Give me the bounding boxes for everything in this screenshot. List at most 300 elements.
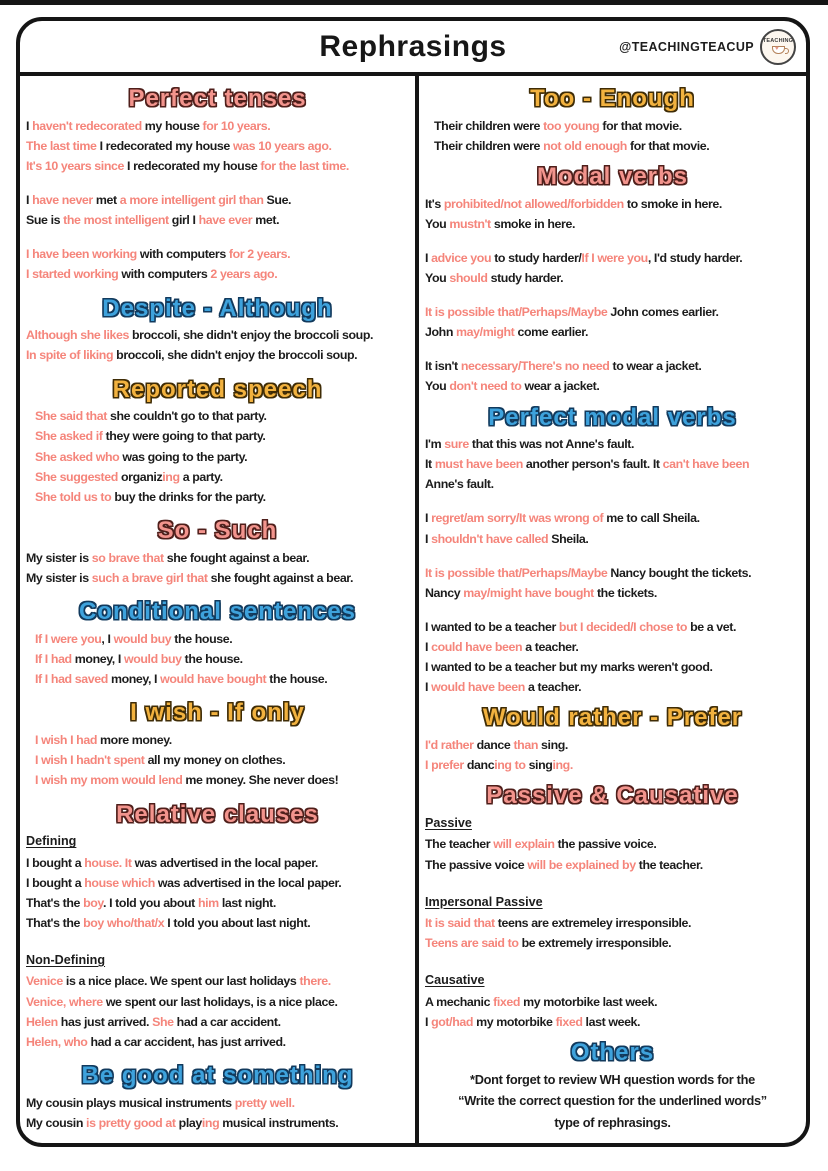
plain-text: I [425,680,432,695]
highlighted-text: Although she likes [26,328,132,343]
sentence [26,190,409,210]
sentence [26,629,409,649]
plain-text: I redecorated my house [99,138,233,153]
highlighted-text: him [197,895,222,910]
sentence [26,893,409,913]
highlighted-text: Venice, where [26,994,106,1009]
highlighted-text: advice you [431,250,495,265]
sentence [26,873,409,893]
section-passive-causative [425,778,800,1031]
plain-text: we spent our last holidays, is a nice place. [105,994,338,1009]
sentence [26,568,409,588]
highlighted-text: house. It [84,855,135,870]
section-title: Others [570,1039,655,1066]
section-title: Passive & Causative [486,782,739,810]
plain-text: buy the drinks for the party. [114,489,266,504]
sentence [425,529,800,549]
plain-text: the tickets. [596,585,657,600]
highlighted-text: She said that [35,409,110,424]
plain-text: My cousin [26,1115,87,1130]
plain-text: It [425,457,435,472]
plain-text: a party. [182,469,223,484]
sentence [425,617,800,637]
highlighted-text: Helen [26,1014,61,1029]
worksheet-header [20,21,806,76]
section-perfect-tenses [26,81,409,284]
sentence [26,264,409,284]
highlighted-text: It is said that [425,916,498,930]
highlighted-text: was 10 years ago. [232,138,332,153]
page-title: Rephrasings [319,29,507,63]
highlighted-text: the most intelligent [63,212,172,227]
highlighted-text: ing [162,469,183,484]
sentence [425,194,800,214]
section-i-wish-if-only [26,695,409,790]
plain-text: money, I [110,672,161,687]
subheading-impersonal-passive: Impersonal Passive [425,894,543,909]
plain-text: You [425,216,450,231]
plain-text: they were going to that party. [105,429,266,444]
plain-text: another person's fault. It [525,457,663,472]
plain-text: I [425,1014,432,1029]
section-despite-although [26,291,409,366]
highlighted-text: have never [32,192,96,207]
highlighted-text: is pretty good at [86,1115,179,1130]
highlighted-text: She asked who [35,449,123,464]
plain-text: Sue is [26,212,64,227]
section-so-such [26,513,409,588]
plain-text: sing [528,758,553,773]
sentence [26,750,409,770]
sentence [425,677,800,697]
plain-text: the house. [269,672,328,687]
highlighted-text: may/might [456,325,518,340]
plain-text: for that movie. [602,118,682,133]
plain-text: for that movie. [629,138,710,153]
sentence [425,933,800,953]
sentence [425,735,800,755]
highlighted-text: ing. [552,758,573,773]
sentence [425,454,800,474]
highlighted-text: fixed [493,994,524,1009]
highlighted-text: house which [84,875,158,890]
section-title: Relative clauses [116,800,319,828]
highlighted-text: necessary/There's no need [460,359,613,374]
highlighted-text: I wish my mom would lend [35,773,186,788]
plain-text: my motorbike [476,1014,556,1029]
highlighted-text: If I were you [35,631,102,646]
highlighted-text: than [513,738,542,752]
sentence [26,1012,409,1032]
spacer [425,234,800,248]
plain-text: musical instruments. [222,1115,339,1130]
plain-text: I [26,192,33,207]
highlighted-text: She suggested [35,469,121,484]
sentence [26,669,409,689]
sentence [425,855,800,875]
highlighted-text: but I decided/I chose to [558,619,691,634]
plain-text: Their children were [434,118,544,133]
plain-text: me to call Sheila. [606,511,700,526]
highlighted-text: should [449,270,491,285]
sentence [26,156,409,176]
sentence [26,548,409,568]
plain-text: was advertised in the local paper. [134,855,318,870]
plain-text: she fought against a bear. [210,570,354,585]
highlighted-text: Venice [26,974,66,989]
plain-text: be a vet. [690,619,737,634]
plain-text: Nancy [425,585,464,600]
plain-text: I bought a [26,875,85,890]
plain-text: I [26,118,33,133]
plain-text: more money. [100,733,172,748]
sentence [26,447,409,467]
plain-text: I'm [425,437,445,452]
plain-text: is a nice place. We spent our last holidays [65,974,300,989]
spacer [26,230,409,244]
section-title: Would rather - Prefer [482,704,743,732]
highlighted-text: prohibited/not allowed/forbidden [443,196,627,211]
section-others [425,1035,800,1133]
highlighted-text: pretty well. [234,1095,295,1110]
highlighted-text: for 10 years. [202,118,271,133]
sentence [26,1032,409,1052]
plain-text: I [425,531,432,546]
sentence [425,508,800,528]
spacer [425,549,800,563]
highlighted-text: She told us to [35,489,115,504]
plain-text: dance [476,738,514,752]
plain-text: last week. [585,1014,641,1029]
highlighted-text: ing [201,1115,223,1130]
section-would-rather-prefer [425,700,800,775]
section-reported-speech [26,372,409,507]
sentence [425,136,800,156]
highlighted-text: I started working [26,267,122,282]
highlighted-text: I'd rather [425,738,477,752]
plain-text: girl I [171,212,199,227]
highlighted-text: could have been [431,639,526,654]
plain-text: smoke in here. [493,216,575,231]
sentence [26,971,409,991]
highlighted-text: will be explained by [527,857,639,872]
section-title: Reported speech [112,375,323,403]
plain-text: That's the [26,915,84,930]
plain-text: a teacher. [527,680,582,695]
sentence [425,583,800,603]
note-line: *Dont forget to review WH question words for the [470,1071,755,1087]
plain-text: A mechanic [425,994,494,1009]
sentence [26,1113,409,1133]
sentence [26,210,409,230]
plain-text: has just arrived. [60,1014,153,1029]
spacer [425,875,800,889]
left-column [20,76,419,1143]
sentence [26,770,409,790]
plain-text: me money. She never does! [185,773,339,788]
plain-text: my house [144,118,203,133]
highlighted-text: It is possible that/Perhaps/Maybe [425,304,611,319]
plain-text: I [425,639,432,654]
sentence [26,325,409,345]
plain-text: I wanted to be a teacher but my marks weren't good. [425,660,713,674]
highlighted-text: for the last time. [260,158,349,173]
plain-text: teens are extremeley irresponsible. [497,916,692,930]
highlighted-text: regret/am sorry/It was wrong of [431,511,607,526]
plain-text: The passive voice [425,857,528,872]
sentence [425,302,800,322]
sentence [26,426,409,446]
plain-text: with computers [121,267,211,282]
highlighted-text: so brave that [91,550,167,565]
section-title: I wish - If only [130,699,305,727]
note-line: type of rephrasings. [554,1114,671,1130]
plain-text: with computers [139,247,229,262]
sentence [425,657,800,677]
sentence [26,853,409,873]
section-title: Too - Enough [530,85,695,112]
section-perfect-modal-verbs [425,400,800,698]
sentence [425,214,800,234]
plain-text: she couldn't go to that party. [109,409,267,424]
sentence [26,487,409,507]
sentence [425,376,800,396]
plain-text: a teacher. [525,639,579,654]
section-title: So - Such [157,517,278,545]
sentence [425,248,800,268]
teacup-icon [772,46,785,54]
highlighted-text: can't have been [662,457,750,472]
plain-text: organiz [120,469,163,484]
section-title: Modal verbs [536,163,689,190]
plain-text: play [178,1115,202,1130]
plain-text: My cousin plays musical instruments [26,1095,235,1110]
plain-text: to study harder/ [494,250,582,265]
subheading-passive: Passive [425,816,472,830]
sentence [26,913,409,933]
plain-text: , I [101,631,114,646]
highlighted-text: I prefer [425,758,467,773]
highlighted-text: If I had saved [35,672,111,687]
plain-text: John [425,325,457,340]
plain-text: was advertised in the local paper. [157,875,342,890]
sentence [425,434,800,454]
section-conditional-sentences [26,594,409,689]
plain-text: to smoke in here. [626,196,722,211]
plain-text: It isn't [425,359,461,374]
sentence [26,345,409,365]
highlighted-text: sure [444,437,472,452]
plain-text: all my money on clothes. [147,753,286,768]
plain-text: study harder. [490,270,564,285]
highlighted-text: If I were you [581,250,648,265]
section-modal-verbs [425,159,800,396]
logo-text: TEACHING [762,37,794,44]
right-column [419,76,806,1143]
plain-text: met. [255,212,280,227]
content-columns [20,76,806,1143]
highlighted-text: there. [299,974,331,989]
highlighted-text: too young [543,118,603,133]
brand-handle: @TEACHINGTEACUP [619,39,754,54]
plain-text: last night. [221,895,276,910]
section-too-enough [425,81,800,156]
sentence [425,637,800,657]
plain-text: she fought against a bear. [166,550,310,565]
highlighted-text: don't need to [449,379,525,394]
plain-text: come earlier. [517,325,589,340]
sentence [425,116,800,136]
plain-text: to wear a jacket. [612,359,702,374]
highlighted-text: If I had [35,651,75,666]
plain-text: money, I [74,651,124,666]
plain-text: wear a jacket. [524,379,600,394]
highlighted-text: such a brave girl that [91,570,211,585]
sentence [425,1012,800,1032]
plain-text: Sheila. [551,531,589,546]
highlighted-text: haven't redecorated [32,118,145,133]
highlighted-text: She asked if [35,429,106,444]
sentence [26,730,409,750]
highlighted-text: would buy [123,651,185,666]
plain-text: broccoli, she didn't enjoy the broccoli soup. [132,328,374,343]
plain-text: sing. [541,738,568,752]
highlighted-text: mustn't [449,216,494,231]
highlighted-text: may/might have bought [463,585,597,600]
highlighted-text: It's 10 years since [26,158,128,173]
plain-text: the house. [174,631,233,646]
plain-text: My sister is [26,550,92,565]
section-title: Be good at something [81,1062,354,1090]
plain-text: danc [466,758,495,773]
highlighted-text: not old enough [543,138,630,153]
brand [619,29,796,65]
sentence [425,322,800,342]
plain-text: broccoli, she didn't enjoy the broccoli soup. [116,348,358,363]
plain-text: You [425,270,450,285]
plain-text: the passive voice. [557,837,657,852]
plain-text: It's [425,196,444,211]
worksheet [16,17,810,1147]
plain-text: the teacher. [638,857,703,872]
section-title: Conditional sentences [78,598,357,626]
sentence [26,136,409,156]
highlighted-text: must have been [434,457,526,472]
plain-text: Their children were [434,138,544,153]
sentence [425,563,800,583]
spacer [26,933,409,947]
sentence [425,992,800,1012]
spacer [425,342,800,356]
plain-text: I bought a [26,855,85,870]
plain-text: You [425,379,450,394]
highlighted-text: I wish I hadn't spent [35,753,148,768]
highlighted-text: a more intelligent girl than [119,192,267,207]
highlighted-text: would buy [113,631,175,646]
highlighted-text: will explain [493,837,558,852]
plain-text: I told you about last night. [167,915,311,930]
highlighted-text: boy [83,895,103,910]
sentence [26,244,409,264]
sentence [26,467,409,487]
highlighted-text: would have been [431,680,528,695]
section-title: Perfect tenses [128,85,307,112]
sentence [26,116,409,136]
highlighted-text: shouldn't have called [431,531,552,546]
plain-text: was going to the party. [122,449,248,464]
sentence [425,268,800,288]
page-top-edge [0,0,828,5]
plain-text: I [425,250,432,265]
plain-text: had a car accident, has just arrived. [90,1034,286,1049]
sentence [425,474,800,494]
spacer [425,494,800,508]
sentence [26,649,409,669]
plain-text: The teacher [425,837,494,852]
plain-text: the house. [184,651,243,666]
plain-text: Anne's fault. [425,477,494,492]
spacer [425,603,800,617]
section-be-good-at-something [26,1058,409,1133]
sentence [425,834,800,854]
highlighted-text: Helen, who [26,1034,91,1049]
plain-text: That's the [26,895,84,910]
sentence [26,406,409,426]
highlighted-text: got/had [431,1014,477,1029]
plain-text: My sister is [26,570,92,585]
section-title: Despite - Although [102,294,333,322]
highlighted-text: It is possible that/Perhaps/Maybe [425,565,611,580]
spacer [425,953,800,967]
highlighted-text: In spite of liking [26,348,117,363]
spacer [26,176,409,190]
highlighted-text: fixed [555,1014,586,1029]
subheading-causative: Causative [425,973,485,988]
sentence [425,913,800,933]
highlighted-text: Teens are said to [425,936,522,951]
highlighted-text: ing to [494,758,529,773]
plain-text: I redecorated my house [127,158,261,173]
plain-text: John comes earlier. [610,304,719,319]
section-relative-clauses [26,797,409,1052]
sentence [26,1093,409,1113]
teachingteacup-logo [760,29,796,65]
plain-text: . I told you about [103,895,198,910]
plain-text: Sue. [266,192,292,207]
highlighted-text: boy who/that/x [83,915,168,930]
spacer [425,288,800,302]
sentence [425,755,800,775]
highlighted-text: 2 years ago. [210,267,278,282]
plain-text: that this was not Anne's fault. [471,437,635,452]
plain-text: my motorbike last week. [523,994,658,1009]
plain-text: I [425,511,432,526]
subheading-non-defining: Non-Defining [26,953,106,968]
highlighted-text: I have been working [26,247,140,262]
sentence [26,992,409,1012]
plain-text: I wanted to be a teacher [425,619,559,634]
subheading-defining: Defining [26,834,77,849]
highlighted-text: have ever [198,212,256,227]
plain-text: be extremely irresponsible. [521,936,672,951]
highlighted-text: The last time [26,138,100,153]
section-title: Perfect modal verbs [488,403,737,431]
highlighted-text: She [152,1014,177,1029]
plain-text: had a car accident. [176,1014,281,1029]
highlighted-text: would have bought [160,672,270,687]
highlighted-text: for 2 years. [228,247,291,262]
note-line: “Write the correct question for the underlined words” [458,1093,767,1109]
